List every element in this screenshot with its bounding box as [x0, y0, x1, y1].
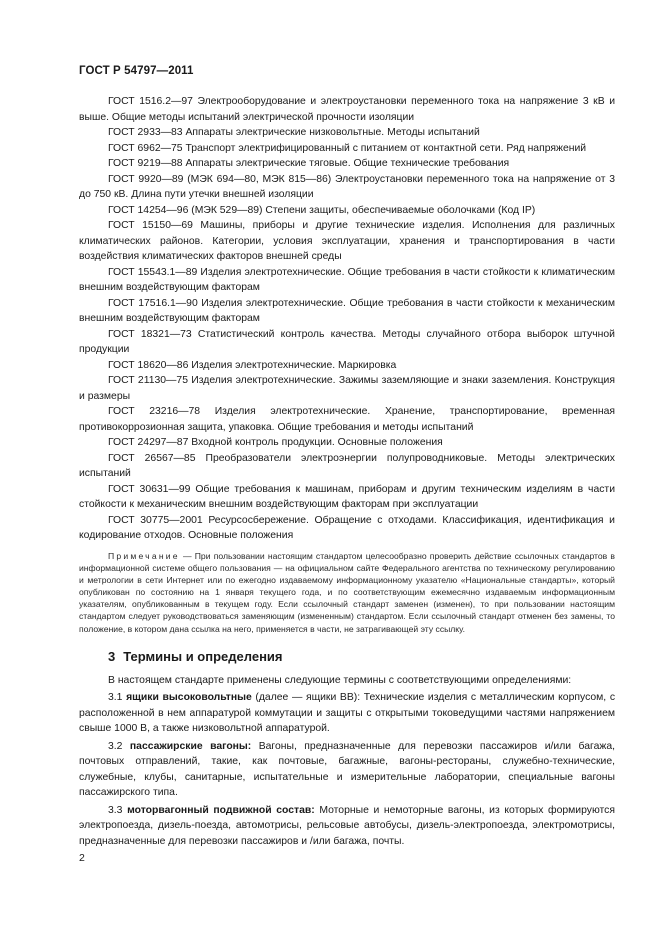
reference-item: ГОСТ 18321—73 Статистический контроль качества. Методы случайного отбора выборок штучной продукции	[79, 328, 615, 355]
term-name: моторвагонный подвижной состав:	[127, 804, 315, 816]
term-definition	[79, 739, 615, 801]
note-paragraph	[79, 550, 615, 635]
reference-item: ГОСТ 21130—75 Изделия электротехнические. Зажимы заземляющие и знаки заземления. Конструкция и размеры	[79, 375, 615, 402]
reference-item: ГОСТ 23216—78 Изделия электротехнические. Хранение, транспортирование, временная противокоррозионная защита, упаковка. Общие требования и методы испытаний	[79, 406, 615, 433]
reference-item: ГОСТ 26567—85 Преобразователи электроэнергии полупроводниковые. Методы электрических испытаний	[79, 452, 615, 479]
reference-item: ГОСТ 18620—86 Изделия электротехнические. Маркировка	[108, 359, 397, 371]
term-text: Моторные и немоторные вагоны, из которых формируются электропоезда, дизель-поезда, автомотрисы, рельсовые автобусы, дизель-электропоезда, электромотрисы, предназначенные для перевозки пассажиров и /или багажа, почты.	[79, 804, 615, 847]
reference-item: ГОСТ 9920—89 (МЭК 694—80, МЭК 815—86) Электроустановки переменного тока на напряжение от 3 до 750 кВ. Длина пути утечки внешней изоляции	[79, 173, 615, 200]
page-number: 2	[79, 852, 85, 864]
reference-item: ГОСТ 9219—88 Аппараты электрические тяговые. Общие технические требования	[108, 158, 510, 169]
note-text: — При пользовании настоящим стандартом целесообразно проверить действие ссылочных стандартов в информационной системе общего пользования — на официальном сайте Федерального агентства по техническому регулированию и метрологии в сети Интернет или по ежегодно издаваемому информационному указателю «Национальные стандарты», который опубликован по состоянию на 1 января текущего года, и по соответствующим ежемесячно издаваемым информационным указателям, опубликованным в текущем году. Если ссылочный стандарт заменен (изменен), то при пользовании настоящим стандартом следует руководствоваться заменяющим (измененным) стандартом. Если ссылочный стандарт отменен без замены, то положение, в котором дана ссылка на него, применяется в части, не затрагивающей эту ссылку.	[79, 551, 615, 634]
reference-item: ГОСТ 30775—2001 Ресурсосбережение. Обращение с отходами. Классификация, идентификация и кодирование отходов. Основные положения	[79, 514, 615, 541]
document-header: ГОСТ Р 54797—2011	[79, 65, 194, 77]
reference-item: ГОСТ 1516.2—97 Электрооборудование и электроустановки переменного тока на напряжение 3 кВ и выше. Общие методы испытаний электрической прочности изоляции	[79, 96, 615, 123]
term-number: 3.3	[108, 804, 123, 816]
term-text: (далее — ящики ВВ): Технические изделия с металлическим корпусом, с расположенной в нем аппаратурой коммутации и защиты с открытыми токоведущими частями напряжением свыше 1000 В, а также низковольтной аппаратурой.	[79, 692, 616, 735]
term-name: пассажирские вагоны:	[129, 740, 252, 752]
term-definition	[79, 803, 615, 850]
term-definition	[79, 690, 615, 737]
section-title: Термины и определения	[123, 649, 283, 664]
reference-item: ГОСТ 17516.1—90 Изделия электротехнические. Общие требования в части стойкости к механическим внешним воздействующим факторам	[79, 297, 615, 324]
term-text: Вагоны, предназначенные для перевозки пассажиров и/или багажа, почтовых отправлений, такие, как почтовые, багажные, вагоны-рестораны, служебно-технические, служебные, клубы, санитарные, испытательные и измерительные лаборатории, специальные вагоны пассажирского типа.	[79, 740, 615, 799]
reference-item: ГОСТ 30631—99 Общие требования к машинам, приборам и другим техническим изделиям в части стойкости к механическим внешним воздействующим факторам при эксплуатации	[79, 483, 615, 510]
reference-item: ГОСТ 15150—69 Машины, приборы и другие технические изделия. Исполнения для различных климатических районов. Категории, условия эксплуатации, хранения и транспортирования в части воздействия климатических факторов внешней среды	[79, 220, 615, 262]
reference-item: ГОСТ 15543.1—89 Изделия электротехнические. Общие требования в части стойкости к климатическим внешним воздействующим факторам	[79, 266, 615, 293]
reference-item: ГОСТ 14254—96 (МЭК 529—89) Степени защиты, обеспечиваемые оболочками (Код IP)	[108, 204, 536, 216]
note-label: Примечание	[108, 551, 180, 561]
section-number: 3	[108, 649, 116, 664]
term-number: 3.1	[108, 692, 123, 704]
reference-item: ГОСТ 2933—83 Аппараты электрические низковольтные. Методы испытаний	[108, 127, 480, 138]
reference-item: ГОСТ 6962—75 Транспорт электрифицированный с питанием от контактной сети. Ряд напряжений	[108, 142, 587, 154]
section-intro: В настоящем стандарте применены следующие термины с соответствующими определениями:	[108, 675, 572, 686]
normative-references-list	[79, 94, 615, 544]
term-number: 3.2	[108, 740, 123, 752]
reference-item: ГОСТ 24297—87 Входной контроль продукции. Основные положения	[108, 437, 443, 448]
section-terms	[79, 649, 615, 851]
term-name: ящики высоковольтные	[126, 692, 252, 704]
section-heading	[108, 649, 615, 664]
